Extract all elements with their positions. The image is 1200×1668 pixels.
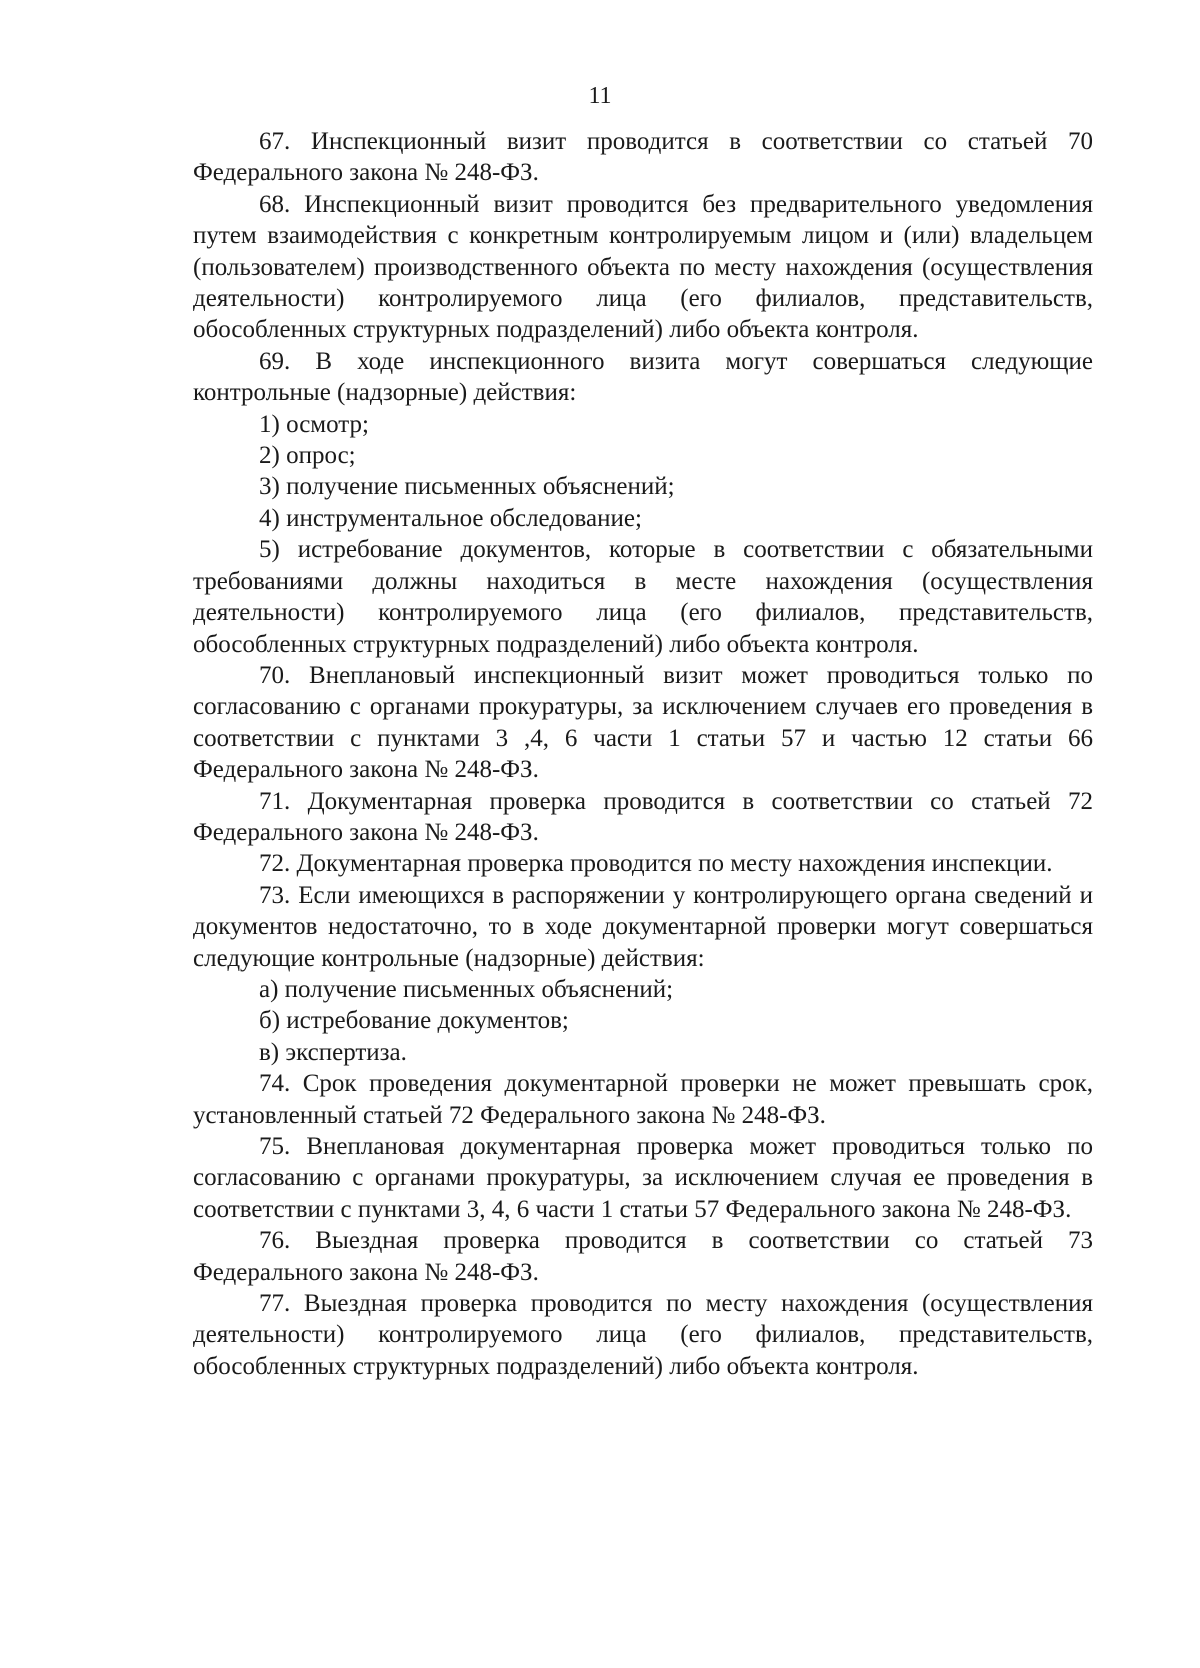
paragraph-67: 67. Инспекционный визит проводится в соответствии со статьей 70 Федерального закона № 248-ФЗ.	[193, 128, 1093, 187]
list-item-69-1: 1) осмотр;	[259, 410, 369, 438]
paragraph-70: 70. Внеплановый инспекционный визит может проводиться только по согласованию с органами прокуратуры, за исключением случаев его проведения в соответствии с пунктами 3 ,4, 6 части 1 статьи 57 и частью 12 статьи 66 Федерального закона № 248-ФЗ.	[193, 661, 1093, 784]
list-item-69-3: 3) получение письменных объяснений;	[259, 473, 675, 501]
paragraph-75: 75. Внеплановая документарная проверка может проводиться только по согласованию с органами прокуратуры, за исключением случая ее проведения в соответствии с пунктами 3, 4, 6 части 1 статьи 57 Федерального закона № 248-ФЗ.	[193, 1133, 1093, 1223]
paragraph-74: 74. Срок проведения документарной проверки не может превышать срок, установленный статьей 72 Федерального закона № 248-ФЗ.	[193, 1070, 1093, 1129]
list-item-69-4: 4) инструментальное обследование;	[259, 504, 642, 532]
list-item-73-a: а) получение письменных объяснений;	[259, 975, 674, 1003]
paragraph-69: 69. В ходе инспекционного визита могут совершаться следующие контрольные (надзорные) действия:	[193, 347, 1093, 407]
list-item-73-v: в) экспертиза.	[259, 1038, 407, 1066]
list-item-73-b: б) истребование документов;	[259, 1007, 569, 1035]
paragraph-77: 77. Выездная проверка проводится по месту нахождения (осуществления деятельности) контролируемого лица (его филиалов, представительств, обособленных структурных подразделений) либо объекта контроля.	[193, 1290, 1093, 1380]
paragraph-76: 76. Выездная проверка проводится в соответствии со статьей 73 Федерального закона № 248-ФЗ.	[193, 1227, 1093, 1286]
list-item-69-5: 5) истребование документов, которые в соответствии с обязательными требованиями должны находиться в месте нахождения (осуществления деятельности) контролируемого лица (его филиалов, представительств, обособленных структурных подразделений) либо объекта контроля.	[193, 536, 1093, 658]
page-number: 11	[588, 83, 612, 109]
paragraph-73: 73. Если имеющихся в распоряжении у контролирующего органа сведений и документов недостаточно, то в ходе документарной проверки могут совершаться следующие контрольные (надзорные) действия:	[193, 881, 1093, 972]
document-body	[193, 126, 1093, 1382]
paragraph-68: 68. Инспекционный визит проводится без предварительного уведомления путем взаимодействия с конкретным контролируемым лицом и (или) владельцем (пользователем) производственного объекта по месту нахождения (осуществления деятельности) контролируемого лица (его филиалов, представительств, обособленных структурных подразделений) либо объекта контроля.	[193, 190, 1093, 344]
paragraph-71: 71. Документарная проверка проводится в соответствии со статьей 72 Федерального закона № 248-ФЗ.	[193, 787, 1093, 846]
list-item-69-2: 2) опрос;	[259, 442, 356, 470]
paragraph-72: 72. Документарная проверка проводится по месту нахождения инспекции.	[259, 850, 1053, 878]
